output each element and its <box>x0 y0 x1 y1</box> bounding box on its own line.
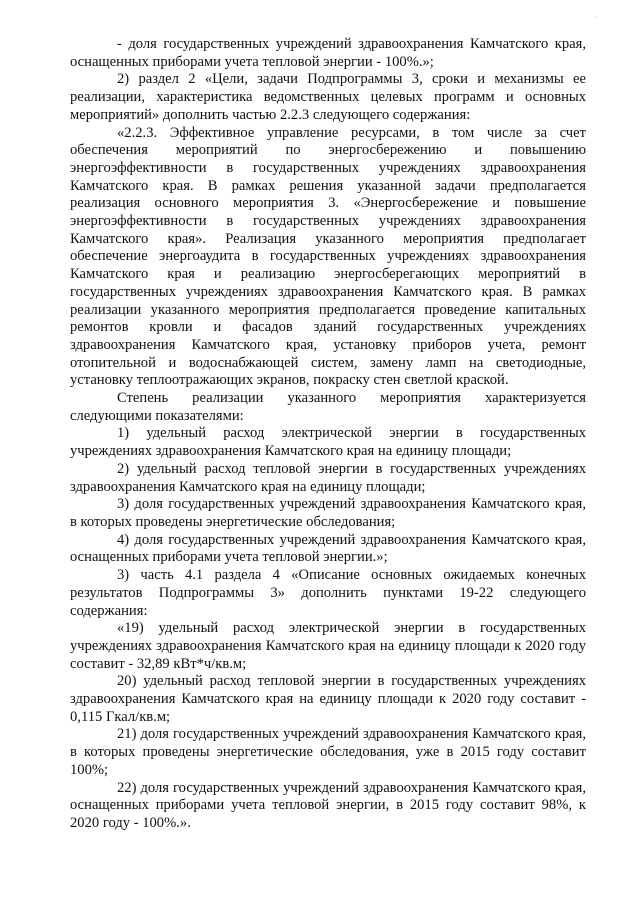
paragraph: 22) доля государственных учреждений здравоохранения Камчатского края, оснащенных приборами учета тепловой энергии, в 2015 году составит 98%, к 2020 году - 100%.». <box>70 779 586 831</box>
paragraph: 3) часть 4.1 раздела 4 «Описание основных ожидаемых конечных результатов Подпрограммы 3» дополнить пунктами 19-22 следующего содержания: <box>70 567 586 619</box>
document-body <box>70 36 586 833</box>
paragraph: «19) удельный расход электрической энергии в государственных учреждениях здравоохранения Камчатского края на единицу площади к 2020 году составит - 32,89 кВт*ч/кв.м; <box>70 620 586 672</box>
paragraph: 20) удельный расход тепловой энергии в государственных учреждениях здравоохранения Камчатского края на единицу площади к 2020 году составит - 0,115 Гкал/кв.м; <box>70 673 586 725</box>
paragraph: 1) удельный расход электрической энергии в государственных учреждениях здравоохранения Камчатского края на единицу площади; <box>70 425 586 460</box>
paragraph: 3) доля государственных учреждений здравоохранения Камчатского края, в которых проведены энергетические обследования; <box>70 496 586 530</box>
paragraph: 21) доля государственных учреждений здравоохранения Камчатского края, в которых проведены энергетические обследования, уже в 2015 году составит 100%; <box>70 726 586 778</box>
paragraph: Степень реализации указанного мероприятия характеризуется следующими показателями: <box>70 390 586 424</box>
paragraph: «2.2.3. Эффективное управление ресурсами, в том числе за счет обеспечения мероприятий по энергосбережению и повышению энергоэффективности в государственных учреждениях здравоохранения Камчатского края. В рамках решения указанной задачи предполагается реализация основного мероприятия 3. «Энергосбережение и повышение энергоэффективности в государственных учреждениях здравоохранения Камчатского края». Реализация указанного мероприятия предполагает обеспечение энергоаудита в государственных учреждениях здравоохранения Камчатского края и реализацию энергосберегающих мероприятий в государственных учреждениях здравоохранения Камчатского края. В рамках реализации указанного мероприятия предполагается проведение капитальных ремонтов кровли и фасадов зданий государственных учреждениях здравоохранения Камчатского края, установку приборов учета, ремонт отопительной и водоснабжающей систем, замену ламп на светодиодные, установку теплоотражающих экранов, покраску стен светлой краской. <box>70 124 586 389</box>
paragraph: 2) раздел 2 «Цели, задачи Подпрограммы 3, сроки и механизмы ее реализации, характеристика ведомственных целевых программ и основных мероприятий» дополнить частью 2.2.3 следующего содержания: <box>70 71 586 123</box>
paragraph: 2) удельный расход тепловой энергии в государственных учреждениях здравоохранения Камчатского края на единицу площади; <box>70 460 586 495</box>
paragraph: 4) доля государственных учреждений здравоохранения Камчатского края, оснащенных приборами учета тепловой энергии.»; <box>70 531 586 566</box>
scan-speck: · <box>596 14 598 21</box>
paragraph: - доля государственных учреждений здравоохранения Камчатского края, оснащенных приборами учета тепловой энергии - 100%.»; <box>70 36 586 70</box>
